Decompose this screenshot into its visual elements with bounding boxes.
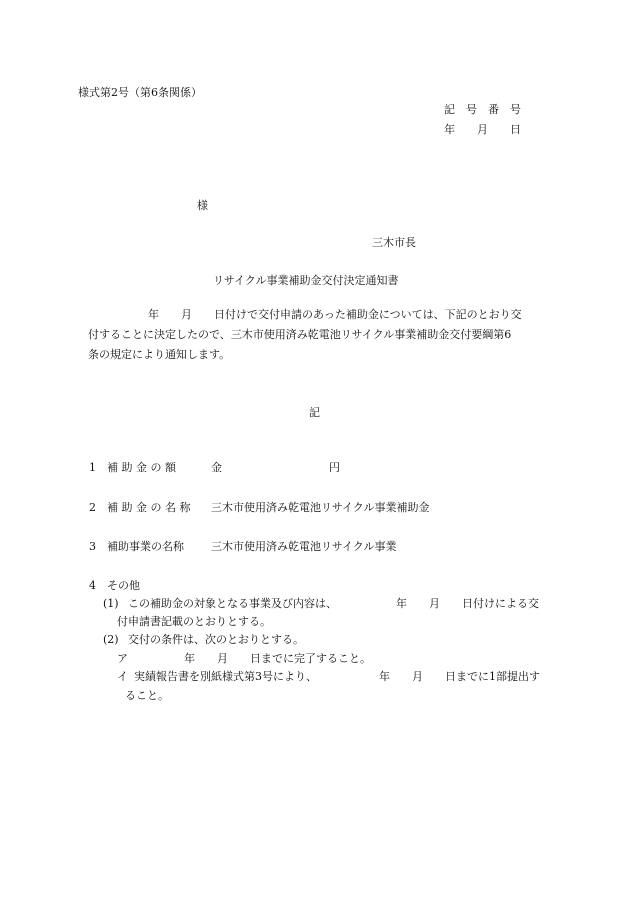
body-line-2: 付することに決定したので、三木市使用済み乾電池リサイクル事業補助金交付要綱第6 (88, 328, 512, 341)
others-1-text-cont: 付申請書記載のとおりとする。 (117, 615, 271, 628)
item-1-value-unit: 円 (329, 461, 340, 474)
others-1-number: (1) (103, 597, 119, 610)
item-3-number: 3 (89, 540, 96, 553)
item-3-label: 補助事業の名称 (107, 540, 184, 553)
condition-i-text: 実績報告書を別紙様式第3号により、 (134, 670, 317, 683)
others-2-text: 交付の条件は、次のとおりとする。 (128, 633, 304, 646)
others-2-number: (2) (103, 633, 119, 646)
issuer-name: 三木市長 (372, 236, 416, 249)
form-label: 様式第2号（第6条関係） (78, 86, 202, 99)
others-1-text: この補助金の対象となる事業及び内容は、 (128, 597, 337, 610)
condition-i-text-cont: ること。 (125, 689, 169, 702)
item-1-number: 1 (89, 461, 96, 474)
issue-date: 年 月 日 (444, 123, 521, 136)
ki-heading: 記 (309, 406, 320, 419)
item-2-number: 2 (89, 501, 96, 514)
body-paragraph (88, 305, 558, 365)
item-4-number: 4 (89, 579, 96, 592)
body-line-3: 条の規定により通知します。 (88, 348, 231, 361)
item-3-value: 三木市使用済み乾電池リサイクル事業 (211, 540, 397, 553)
condition-i-date: 年 月 日までに1部提出す (379, 670, 540, 683)
item-4-label: その他 (107, 579, 140, 592)
condition-i-label: イ (117, 670, 128, 683)
document-title: リサイクル事業補助金交付決定通知書 (213, 274, 399, 287)
condition-a-label: ア (117, 652, 128, 665)
addressee-suffix: 様 (197, 199, 208, 212)
others-1-date: 年 月 日付けによる交 (396, 597, 539, 610)
item-1-value-prefix: 金 (211, 461, 222, 474)
item-1-label: 補 助 金 の 額 (107, 461, 176, 474)
condition-a-text: 年 月 日までに完了すること。 (184, 652, 371, 665)
item-2-value: 三木市使用済み乾電池リサイクル事業補助金 (211, 501, 430, 514)
reference-number: 記 号 番 号 (444, 103, 521, 116)
item-2-label: 補 助 金 の 名 称 (107, 501, 191, 514)
body-line-1: 年 月 日付けで交付申請のあった補助金については、下記のとおり交 (148, 308, 522, 321)
